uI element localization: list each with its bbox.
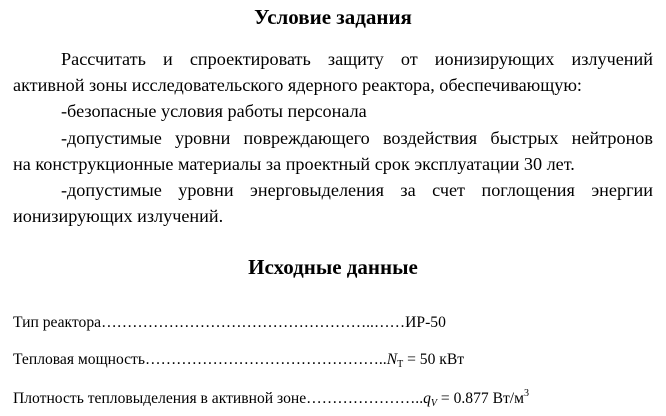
requirement-item-3-line-1: -допустимые уровни энерговыделения за счет поглощения энергии <box>61 180 653 201</box>
row-label: Тепловая мощность <box>13 351 145 368</box>
row-label: Плотность тепловыделения в активной зоне <box>13 390 307 407</box>
task-heading: Условие задания <box>254 5 412 29</box>
intro-line-2: активной зоны исследовательского ядерного реактора, обеспечивающую: <box>13 75 582 96</box>
density-symbol: q <box>423 390 431 407</box>
task-description <box>13 46 653 229</box>
row-leader-dots: ……………………………………………..…… <box>101 314 406 331</box>
requirement-item-2-line-1: -допустимые уровни повреждающего воздействия быстрых нейтронов <box>61 127 653 148</box>
row-value: ИР-50 <box>405 314 446 331</box>
intro-line-1: Рассчитать и спроектировать защиту от ионизирующих излучений <box>61 49 653 69</box>
reactor-type-row <box>13 313 446 333</box>
requirement-item-1: -безопасные условия работы персонала <box>61 101 367 122</box>
row-value: = 0.877 Вт/м <box>437 390 524 407</box>
power-subscript: T <box>397 359 404 370</box>
requirement-item-3-line-2: ионизирующих излучений. <box>13 206 224 227</box>
heat-density-row <box>13 389 529 409</box>
row-label: Тип реактора <box>13 314 102 331</box>
initial-data-heading: Исходные данные <box>248 255 418 279</box>
requirement-item-2-line-2: на конструкционные материалы за проектный срок эксплуатации 30 лет. <box>13 153 575 174</box>
thermal-power-row <box>13 350 464 370</box>
density-subscript: V <box>430 398 437 409</box>
row-value: = 50 кВт <box>403 351 465 368</box>
power-symbol: N <box>386 351 398 368</box>
row-leader-dots: ………………….. <box>306 390 424 407</box>
row-leader-dots: ……………………………………….. <box>144 351 387 368</box>
unit-superscript: 3 <box>524 388 529 399</box>
